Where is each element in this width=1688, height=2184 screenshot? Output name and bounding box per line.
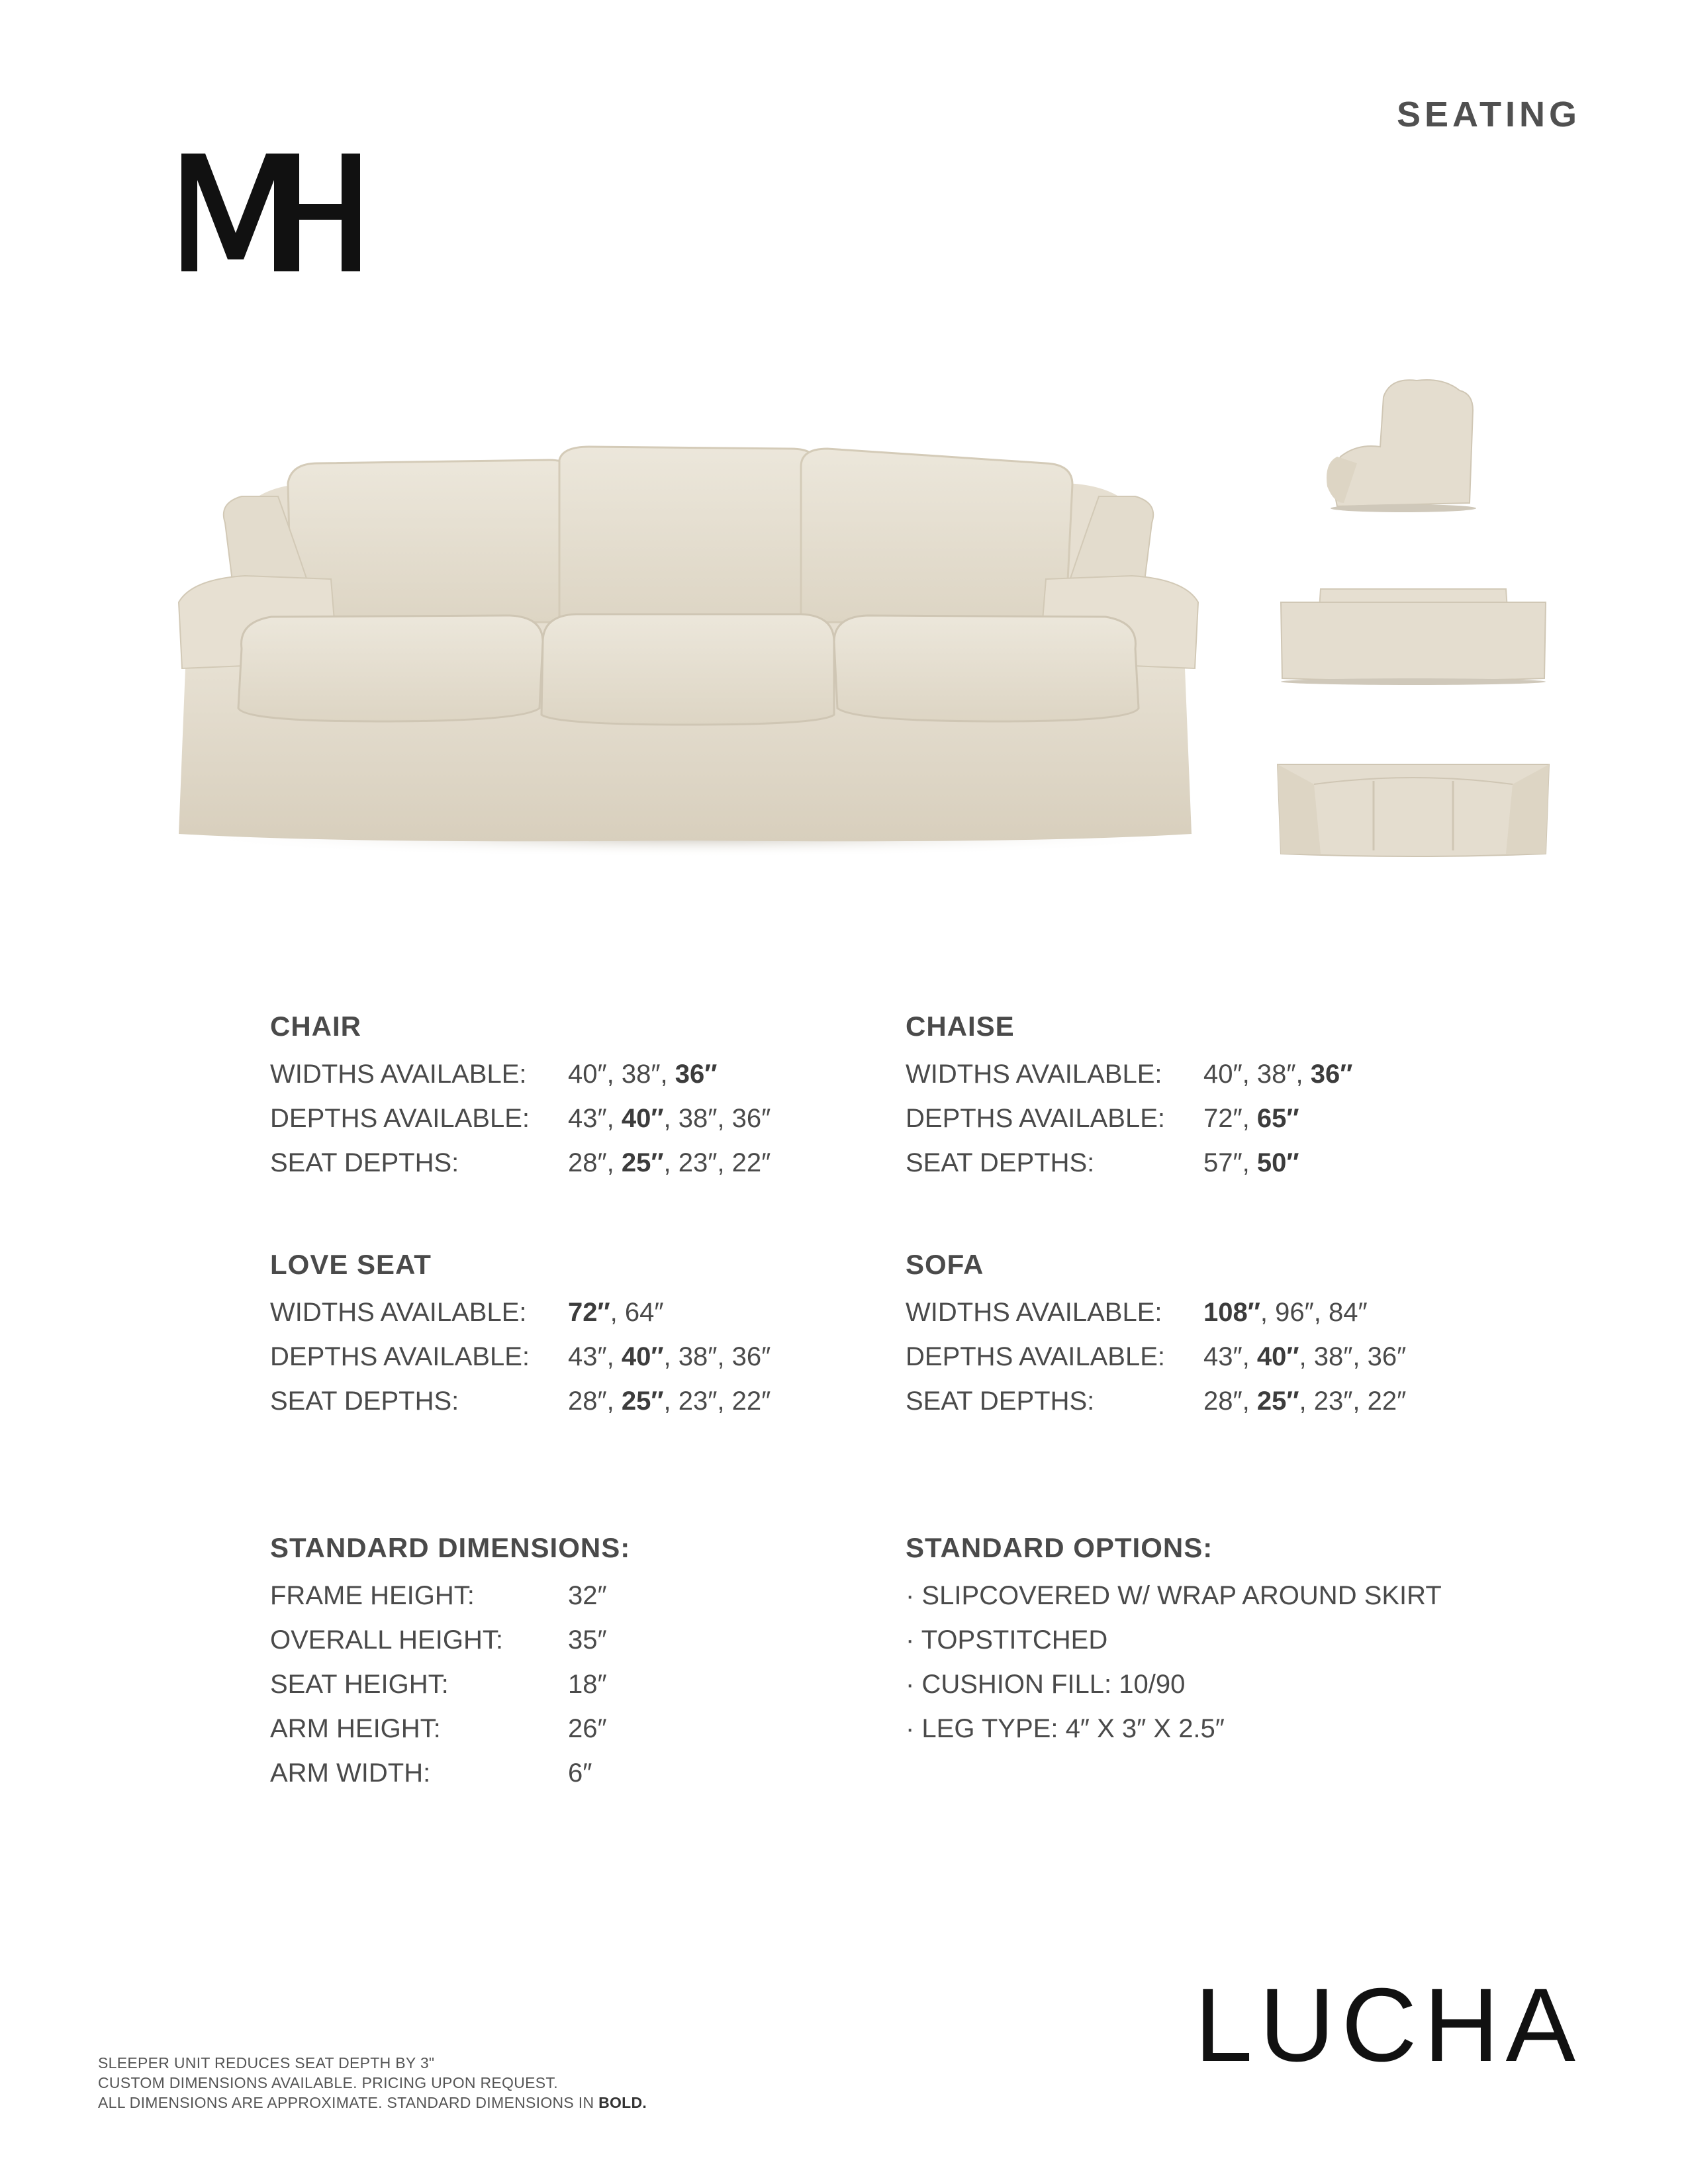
spec-value: 40″, 38″, 36″ [1203, 1060, 1353, 1089]
spec-value: 72″, 65″ [1203, 1104, 1299, 1133]
section-title: SOFA [906, 1249, 984, 1280]
dimension-value: 26″ [568, 1714, 607, 1743]
spec-row [906, 1335, 1406, 1379]
spec-label: DEPTHS AVAILABLE: [906, 1342, 1166, 1371]
chaise-spec-section [906, 1010, 1352, 1185]
category-label: SEATING [1396, 95, 1581, 134]
dimension-value: 6″ [568, 1758, 592, 1788]
section-title: STANDARD DIMENSIONS: [270, 1532, 631, 1563]
section-title: STANDARD OPTIONS: [906, 1532, 1213, 1563]
loveseat-spec-section [270, 1248, 771, 1424]
spec-row [270, 1052, 771, 1097]
option-item: · SLIPCOVERED W/ WRAP AROUND SKIRT [906, 1581, 1442, 1610]
dimension-row [270, 1707, 630, 1751]
spec-label: DEPTHS AVAILABLE: [270, 1104, 530, 1133]
spec-value: 28″, 25″, 23″, 22″ [568, 1387, 771, 1416]
spec-label: SEAT DEPTHS: [270, 1387, 459, 1416]
section-title: CHAIR [270, 1011, 361, 1042]
option-item: · TOPSTITCHED [906, 1625, 1108, 1655]
spec-label: SEAT DEPTHS: [906, 1148, 1095, 1177]
spec-value: 28″, 25″, 23″, 22″ [1203, 1387, 1407, 1416]
spec-row [906, 1052, 1352, 1097]
spec-row [906, 1141, 1352, 1185]
mh-logo [181, 154, 360, 271]
spec-row [270, 1141, 771, 1185]
spec-value: 28″, 25″, 23″, 22″ [568, 1148, 771, 1177]
dimension-label: SEAT HEIGHT: [270, 1670, 449, 1699]
spec-row [270, 1335, 771, 1379]
spec-label: WIDTHS AVAILABLE: [270, 1298, 527, 1327]
sofa-front-view-image [1274, 582, 1552, 688]
spec-label: DEPTHS AVAILABLE: [906, 1104, 1166, 1133]
spec-value: 72″, 64″ [568, 1298, 664, 1327]
sofa-hero-image [165, 443, 1211, 867]
spec-value: 43″, 40″, 38″, 36″ [568, 1342, 771, 1371]
sofa-spec-section [906, 1248, 1406, 1424]
standard-options-section [906, 1531, 1442, 1751]
spec-label: SEAT DEPTHS: [906, 1387, 1095, 1416]
dimension-label: ARM WIDTH: [270, 1758, 431, 1788]
dimension-label: ARM HEIGHT: [270, 1714, 441, 1743]
spec-row [906, 1291, 1406, 1335]
section-title: LOVE SEAT [270, 1249, 432, 1280]
sofa-side-view-image [1317, 371, 1496, 516]
dimension-value: 18″ [568, 1670, 607, 1699]
chair-spec-section [270, 1010, 771, 1185]
spec-row [270, 1379, 771, 1424]
spec-row [270, 1097, 771, 1141]
footer-line: SLEEPER UNIT REDUCES SEAT DEPTH BY 3" [98, 2054, 435, 2071]
dimension-value: 35″ [568, 1625, 607, 1655]
option-item: · LEG TYPE: 4″ X 3″ X 2.5″ [906, 1714, 1225, 1743]
spec-value: 43″, 40″, 38″, 36″ [568, 1104, 771, 1133]
spec-label: WIDTHS AVAILABLE: [270, 1060, 527, 1089]
footer-line: ALL DIMENSIONS ARE APPROXIMATE. STANDARD DIMENSIONS IN BOLD. [98, 2094, 647, 2111]
dimension-value: 32″ [568, 1581, 607, 1610]
dimension-row [270, 1662, 630, 1707]
dimension-label: OVERALL HEIGHT: [270, 1625, 503, 1655]
option-item: · CUSHION FILL: 10/90 [906, 1670, 1186, 1699]
lucha-brand-logo: LUCHA [1194, 1967, 1582, 2083]
section-title: CHAISE [906, 1011, 1015, 1042]
dimension-row [270, 1618, 630, 1662]
spec-label: WIDTHS AVAILABLE: [906, 1298, 1162, 1327]
dimension-row [270, 1574, 630, 1618]
standard-dimensions-section [270, 1531, 630, 1796]
spec-label: DEPTHS AVAILABLE: [270, 1342, 530, 1371]
footer-line: CUSTOM DIMENSIONS AVAILABLE. PRICING UPON REQUEST. [98, 2074, 558, 2091]
spec-value: 57″, 50″ [1203, 1148, 1299, 1177]
spec-row [906, 1097, 1352, 1141]
spec-value: 43″, 40″, 38″, 36″ [1203, 1342, 1407, 1371]
sofa-top-view-image [1274, 754, 1552, 867]
spec-label: SEAT DEPTHS: [270, 1148, 459, 1177]
spec-value: 40″, 38″, 36″ [568, 1060, 718, 1089]
spec-label: WIDTHS AVAILABLE: [906, 1060, 1162, 1089]
spec-row [906, 1379, 1406, 1424]
spec-row [270, 1291, 771, 1335]
dimension-row [270, 1751, 630, 1796]
dimension-label: FRAME HEIGHT: [270, 1581, 475, 1610]
spec-value: 108″, 96″, 84″ [1203, 1298, 1368, 1327]
footer-notes [98, 2053, 647, 2113]
